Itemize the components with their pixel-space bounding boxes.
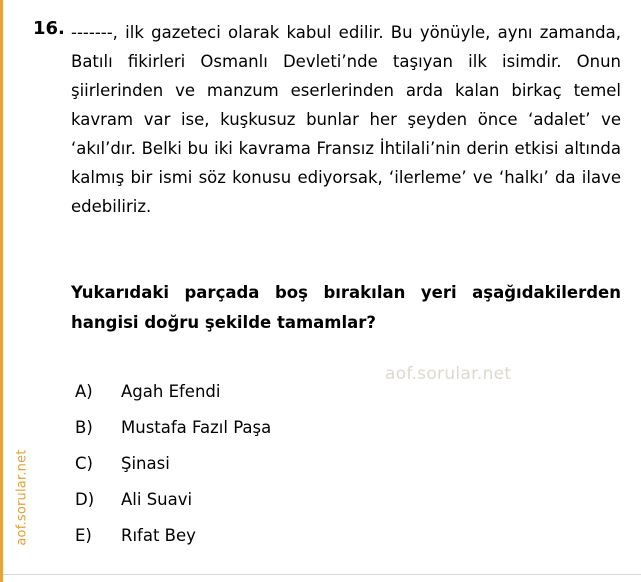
- option-letter: D): [75, 490, 95, 509]
- question-prompt: Yukarıdaki parçada boş bırakılan yeri aşağıdakilerden hangisi doğru şekilde tamamlar?: [71, 283, 621, 332]
- option-text: Rıfat Bey: [121, 526, 196, 545]
- option-a[interactable]: [75, 382, 625, 418]
- option-letter: E): [75, 526, 92, 545]
- question-content: [33, 0, 641, 582]
- option-b[interactable]: [75, 418, 625, 454]
- option-text: Agah Efendi: [121, 382, 221, 401]
- option-c[interactable]: [75, 454, 625, 490]
- option-letter: C): [75, 454, 93, 473]
- page-watermark: aof.sorular.net: [385, 364, 512, 384]
- side-watermark: aof.sorular.net: [14, 449, 30, 546]
- answer-options: [75, 382, 625, 562]
- option-text: Ali Suavi: [121, 490, 193, 509]
- option-letter: A): [75, 382, 93, 401]
- question-number: 16.: [33, 18, 65, 39]
- option-text: Mustafa Fazıl Paşa: [121, 418, 272, 437]
- question-stem: -------, ilk gazeteci olarak kabul edilir. Bu yönüyle, aynı zamanda, Batılı fikirleri Osmanlı Devleti’nde taşıyan ilk isimdir. Onun şiirlerinden ve manzum eserlerinden arda kalan birkaç temel kavram var ise, kuşkusuz bunlar her şeyden önce ‘adalet’ ve ‘akıl’dır. Belki bu iki kavrama Fransız İhtilali’nin derin etkisi altında kalmış bir ismi söz konusu ediyorsak, ‘ilerleme’ ve ‘halkı’ da ilave edebiliriz.: [71, 23, 621, 216]
- option-e[interactable]: [75, 526, 625, 562]
- option-text: Şinasi: [121, 454, 170, 473]
- bottom-divider: [3, 574, 641, 575]
- left-rail: [3, 0, 33, 582]
- option-letter: B): [75, 418, 93, 437]
- option-d[interactable]: [75, 490, 625, 526]
